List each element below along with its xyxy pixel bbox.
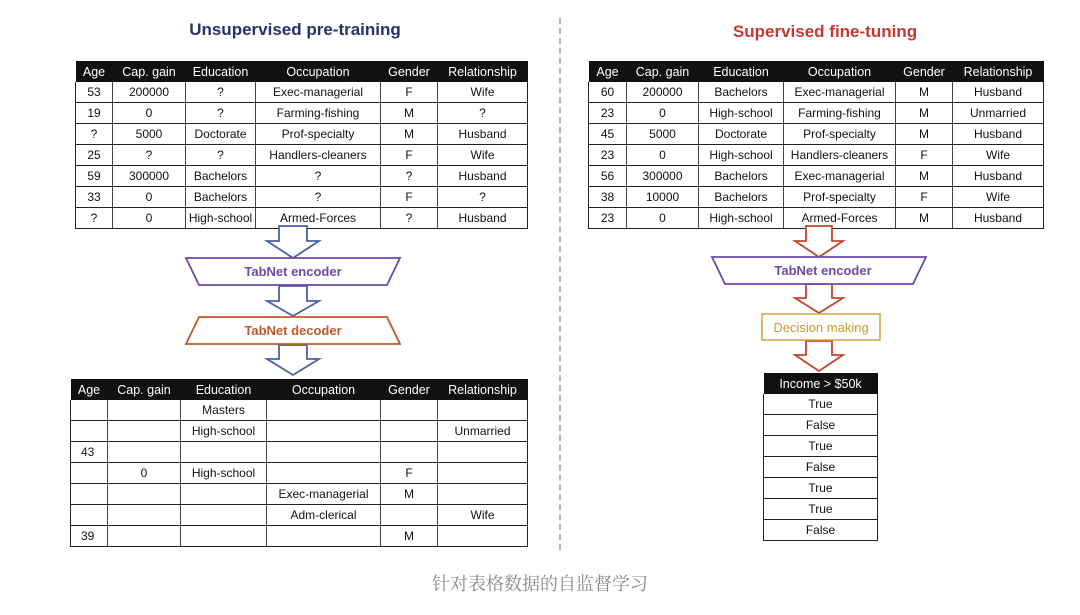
table-cell: 23 [589, 103, 627, 124]
income-cell: False [764, 415, 878, 436]
table-cell: Unmarried [438, 421, 528, 442]
table-cell: 0 [113, 103, 186, 124]
table-cell: 43 [71, 442, 108, 463]
table-cell: Unmarried [953, 103, 1044, 124]
finetuning-title: Supervised fine-tuning [732, 22, 918, 41]
table-cell: Doctorate [699, 124, 784, 145]
table-cell: Bachelors [186, 187, 256, 208]
table-cell: Wife [438, 82, 528, 103]
encoder-left-label: TabNet encoder [244, 264, 342, 279]
table-cell: 23 [589, 208, 627, 229]
arrow-down-icon [267, 226, 319, 258]
table-cell: High-school [181, 463, 267, 484]
table-cell: 53 [76, 82, 113, 103]
table-cell: Wife [438, 145, 528, 166]
table-cell: M [896, 124, 953, 145]
figure-caption: 针对表格数据的自监督学习 [432, 574, 648, 594]
table-cell: 0 [627, 103, 699, 124]
table-cell: High-school [699, 208, 784, 229]
table-cell: Prof-specialty [256, 124, 381, 145]
column-header: Education [186, 61, 256, 82]
arrow-down-icon [267, 345, 319, 375]
income-cell: True [764, 499, 878, 520]
table-cell: Husband [953, 124, 1044, 145]
table-cell: 56 [589, 166, 627, 187]
table-cell: Wife [953, 187, 1044, 208]
column-header: Cap. gain [627, 61, 699, 82]
table-cell: ? [256, 166, 381, 187]
table-cell: 5000 [627, 124, 699, 145]
table-cell: High-school [699, 103, 784, 124]
column-header: Occupation [267, 379, 381, 400]
arrow-down-icon [795, 341, 843, 371]
income-cell: True [764, 394, 878, 415]
column-header: Cap. gain [113, 61, 186, 82]
table-cell: 19 [76, 103, 113, 124]
table-cell: F [896, 145, 953, 166]
table-cell: 38 [589, 187, 627, 208]
table-cell: 33 [76, 187, 113, 208]
table-cell: 0 [113, 187, 186, 208]
table-cell: 45 [589, 124, 627, 145]
decoder-left-label: TabNet decoder [244, 323, 342, 338]
table-cell: Doctorate [186, 124, 256, 145]
column-header: Relationship [953, 61, 1044, 82]
table-cell: F [381, 463, 438, 484]
income-cell: False [764, 457, 878, 478]
table-cell: Exec-managerial [784, 166, 896, 187]
table-cell: M [381, 526, 438, 547]
table-cell: Handlers-cleaners [256, 145, 381, 166]
arrow-down-icon [795, 284, 843, 313]
table-cell: Bachelors [699, 187, 784, 208]
table-cell: High-school [181, 421, 267, 442]
table-cell: Husband [438, 166, 528, 187]
table-cell: 59 [76, 166, 113, 187]
income-cell: True [764, 436, 878, 457]
table-cell: ? [381, 166, 438, 187]
table-cell: Prof-specialty [784, 124, 896, 145]
table-cell: 5000 [113, 124, 186, 145]
table-cell: ? [76, 208, 113, 229]
table-cell: Farming-fishing [784, 103, 896, 124]
table-cell: Wife [953, 145, 1044, 166]
table-cell: 300000 [113, 166, 186, 187]
column-header: Education [181, 379, 267, 400]
arrow-down-icon [267, 286, 319, 316]
table-cell: 0 [627, 145, 699, 166]
table-cell: Bachelors [699, 82, 784, 103]
table-cell: 10000 [627, 187, 699, 208]
table-cell: ? [186, 145, 256, 166]
arrow-down-icon [795, 226, 843, 257]
table-cell: Bachelors [699, 166, 784, 187]
table-cell: High-school [186, 208, 256, 229]
table-cell: 60 [589, 82, 627, 103]
table-cell: Bachelors [186, 166, 256, 187]
table-cell: Adm-clerical [267, 505, 381, 526]
table-cell: M [381, 124, 438, 145]
table-cell: Husband [953, 82, 1044, 103]
column-header: Gender [896, 61, 953, 82]
table-cell: F [381, 145, 438, 166]
table-cell: Armed-Forces [784, 208, 896, 229]
table-cell: 300000 [627, 166, 699, 187]
column-header: Gender [381, 61, 438, 82]
table-cell: 200000 [113, 82, 186, 103]
table-cell: Exec-managerial [267, 484, 381, 505]
income-cell: True [764, 478, 878, 499]
column-header: Age [76, 61, 113, 82]
table-cell: 25 [76, 145, 113, 166]
table-cell: Exec-managerial [784, 82, 896, 103]
table-cell: Prof-specialty [784, 187, 896, 208]
table-cell: 200000 [627, 82, 699, 103]
table-cell: M [381, 103, 438, 124]
decision-making-label: Decision making [773, 320, 869, 335]
column-header: Age [589, 61, 627, 82]
table-cell: Wife [438, 505, 528, 526]
table-cell: Handlers-cleaners [784, 145, 896, 166]
table-cell: Armed-Forces [256, 208, 381, 229]
table-cell: ? [186, 103, 256, 124]
table-cell: ? [438, 187, 528, 208]
table-cell: Husband [438, 124, 528, 145]
table-cell: M [896, 166, 953, 187]
column-header: Occupation [784, 61, 896, 82]
table-cell: Farming-fishing [256, 103, 381, 124]
table-cell: F [381, 82, 438, 103]
table-cell: ? [113, 145, 186, 166]
table-cell: Exec-managerial [256, 82, 381, 103]
table-cell: ? [256, 187, 381, 208]
table-cell: M [381, 484, 438, 505]
table-cell: High-school [699, 145, 784, 166]
column-header: Education [699, 61, 784, 82]
table-cell: F [896, 187, 953, 208]
table-cell: 0 [627, 208, 699, 229]
column-header: Occupation [256, 61, 381, 82]
table-cell: ? [186, 82, 256, 103]
table-cell: ? [76, 124, 113, 145]
table-cell: 39 [71, 526, 108, 547]
table-cell: ? [438, 103, 528, 124]
table-cell: Husband [953, 208, 1044, 229]
table-cell: M [896, 208, 953, 229]
column-header: Age [71, 379, 108, 400]
table-cell: 0 [113, 208, 186, 229]
table-cell: M [896, 103, 953, 124]
encoder-right-label: TabNet encoder [774, 263, 872, 278]
income-header: Income > $50k [764, 373, 878, 394]
column-header: Relationship [438, 61, 528, 82]
table-cell: Masters [181, 400, 267, 421]
table-cell: 0 [108, 463, 181, 484]
income-cell: False [764, 520, 878, 541]
table-cell: Husband [953, 166, 1044, 187]
pretraining-title: Unsupervised pre-training [189, 20, 401, 39]
column-header: Relationship [438, 379, 528, 400]
table-cell: M [896, 82, 953, 103]
table-cell: F [381, 187, 438, 208]
table-cell: 23 [589, 145, 627, 166]
column-header: Gender [381, 379, 438, 400]
column-header: Cap. gain [108, 379, 181, 400]
table-cell: ? [381, 208, 438, 229]
table-cell: Husband [438, 208, 528, 229]
